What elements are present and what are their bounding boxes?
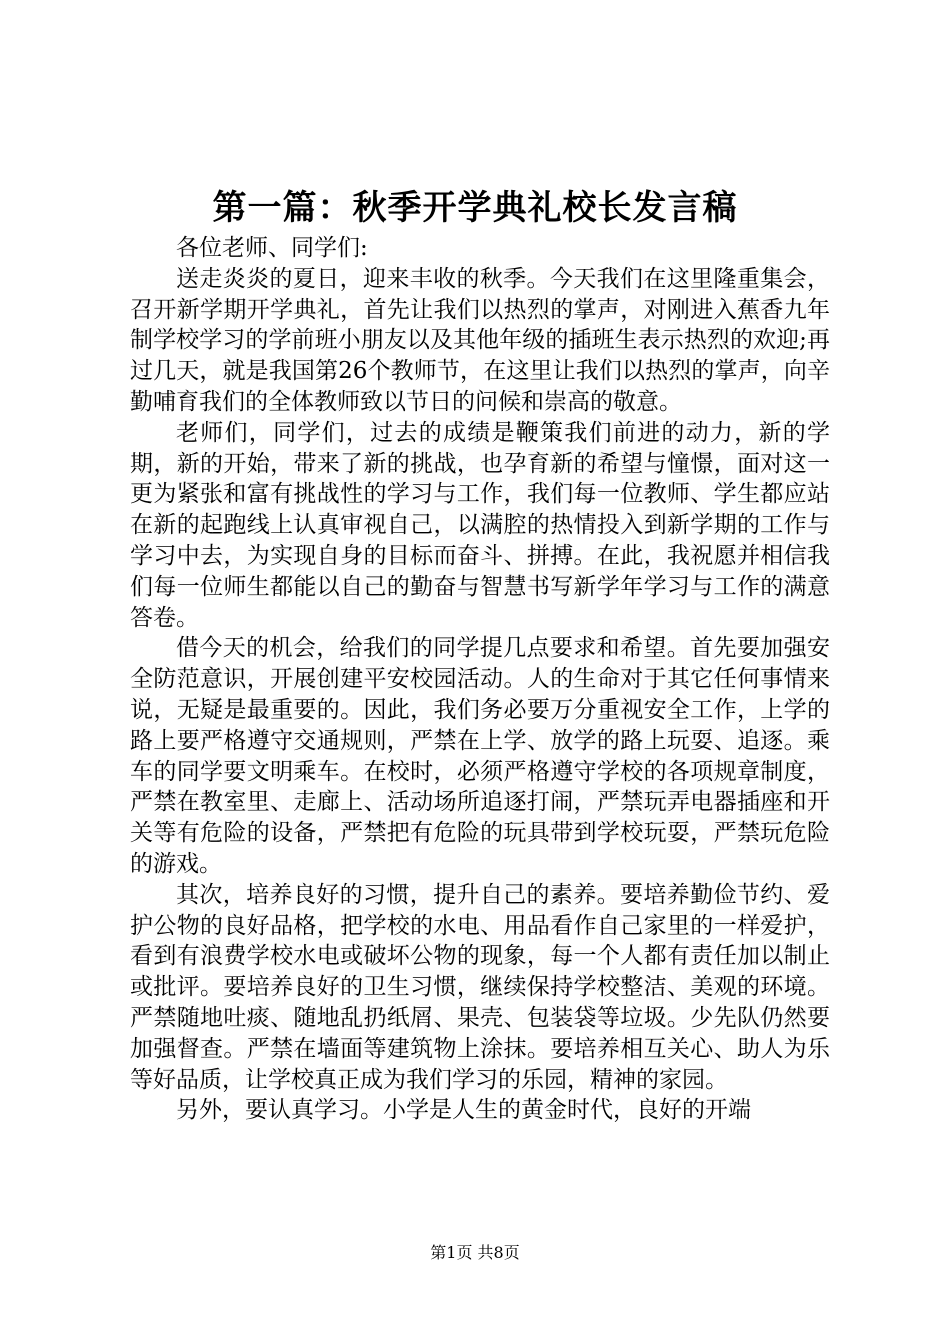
document-title: 第一篇：秋季开学典礼校长发言稿	[212, 188, 738, 228]
paragraph: 另外，要认真学习。小学是人生的黄金时代，良好的开端	[176, 1097, 751, 1124]
paragraph: 送走炎炎的夏日，迎来丰收的秋季。今天我们在这里隆重集会，召开新学期开学典礼，首先让我们以热烈的掌声，对刚进入蕉香九年制学校学习的学前班小朋友以及其他年级的插班生表示热烈的欢迎;再过几天，就是我国第26个教师节，在这里让我们以热烈的掌声，向辛勤哺育我们的全体教师致以节日的问候和崇高的敬意。	[130, 265, 830, 415]
paragraph: 借今天的机会，给我们的同学提几点要求和希望。首先要加强安全防范意识，开展创建平安校园活动。人的生命对于其它任何事情来说，无疑是最重要的。因此，我们务必要万分重视安全工作，上学的路上要严格遵守交通规则，严禁在上学、放学的路上玩耍、追逐。乘车的同学要文明乘车。在校时，必须严格遵守学校的各项规章制度，严禁在教室里、走廊上、活动场所追逐打闹，严禁玩弄电器插座和开关等有危险的设备，严禁把有危险的玩具带到学校玩耍，严禁玩危险的游戏。	[130, 635, 830, 877]
page-number: 第1页 共8页	[430, 1243, 520, 1262]
paragraph: 老师们，同学们，过去的成绩是鞭策我们前进的动力，新的学期，新的开始，带来了新的挑战，也孕育新的希望与憧憬，面对这一更为紧张和富有挑战性的学习与工作，我们每一位教师、学生都应站在新的起跑线上认真审视自己，以满腔的热情投入到新学期的工作与学习中去，为实现自身的目标而奋斗、拼搏。在此，我祝愿并相信我们每一位师生都能以自己的勤奋与智慧书写新学年学习与工作的满意答卷。	[130, 419, 830, 631]
page-footer	[0, 1241, 950, 1265]
paragraph: 其次，培养良好的习惯，提升自己的素养。要培养勤俭节约、爱护公物的良好品格，把学校的水电、用品看作自己家里的一样爱护，看到有浪费学校水电或破坏公物的现象，每一个人都有责任加以制止或批评。要培养良好的卫生习惯，继续保持学校整洁、美观的环境。严禁随地吐痰、随地乱扔纸屑、果壳、包装袋等垃圾。少先队仍然要加强督查。严禁在墙面等建筑物上涂抹。要培养相互关心、助人为乐等好品质，让学校真正成为我们学习的乐园，精神的家园。	[130, 881, 830, 1093]
document-body	[130, 233, 830, 1126]
salutation: 各位老师、同学们:	[176, 235, 368, 261]
